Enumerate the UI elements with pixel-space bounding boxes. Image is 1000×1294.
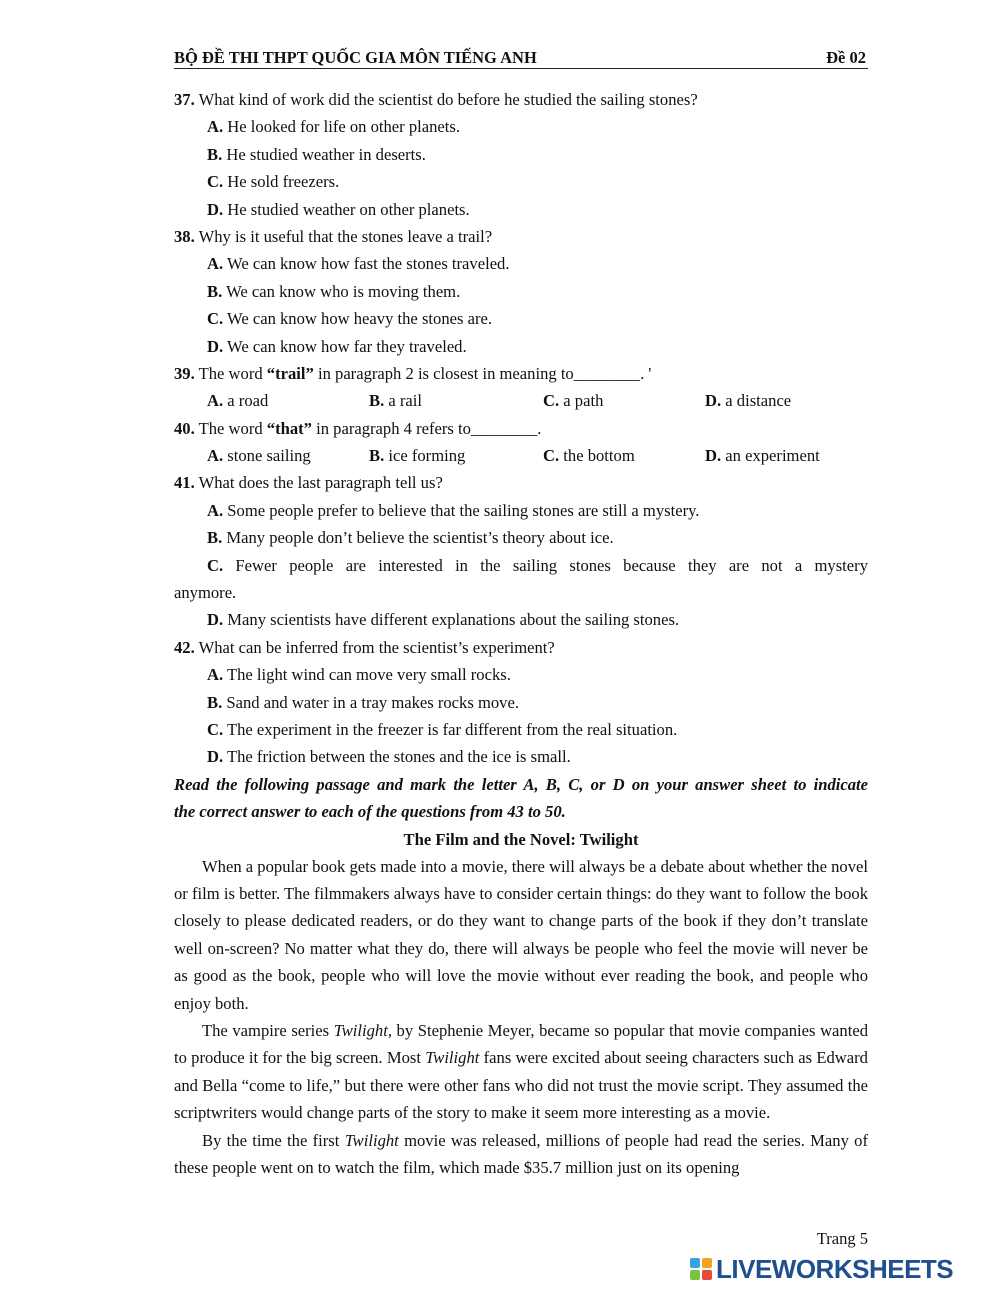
instruction-line-2: the correct answer to each of the questions from 43 to 50. <box>174 802 566 822</box>
passage-title: The Film and the Novel: Twilight <box>403 829 639 849</box>
question-41: 41. What does the last paragraph tell us? <box>174 473 443 493</box>
option[interactable]: A. Some people prefer to believe that the sailing stones are still a mystery. <box>207 500 700 520</box>
option[interactable]: C. He sold freezers. <box>207 172 340 192</box>
option[interactable]: C. Fewer people are interested in the sailing stones because they are not a mystery <box>207 555 868 575</box>
option[interactable]: C. the bottom <box>543 446 635 466</box>
question-42: 42. What can be inferred from the scientist’s experiment? <box>174 637 555 657</box>
page-header <box>174 46 868 69</box>
question-40: 40. The word “that” in paragraph 4 refers to________. <box>174 418 542 438</box>
passage-paragraph-3: By the time the first Twilight movie was released, millions of people had read the series. Many of these people went on to watch the film, which made $35.7 million just on its opening <box>174 1130 868 1178</box>
exam-series-title: BỘ ĐỀ THI THPT QUỐC GIA MÔN TIẾNG ANH <box>174 48 537 67</box>
option[interactable]: C. The experiment in the freezer is far different from the real situation. <box>207 719 678 739</box>
option[interactable]: A. He looked for life on other planets. <box>207 117 460 137</box>
liveworksheets-logo-icon <box>690 1258 712 1280</box>
liveworksheets-brand[interactable] <box>690 1254 990 1284</box>
exam-number: Đề 02 <box>826 48 866 67</box>
page-content <box>174 86 868 1181</box>
option[interactable]: B. a rail <box>369 391 422 411</box>
option[interactable]: D. an experiment <box>705 446 820 466</box>
options-row <box>174 387 868 414</box>
question-37: 37. What kind of work did the scientist do before he studied the sailing stones? <box>174 90 698 109</box>
options-row <box>174 442 868 469</box>
liveworksheets-wordmark: LIVEWORKSHEETS <box>716 1254 954 1284</box>
page-number: Trang 5 <box>816 1229 868 1248</box>
question-39: 39. The word “trail” in paragraph 2 is closest in meaning to________. ' <box>174 363 652 383</box>
option[interactable]: A. We can know how fast the stones traveled. <box>207 254 510 274</box>
passage-paragraph-1: When a popular book gets made into a movie, there will always be a debate about whether the novel or film is better. The filmmakers always have to consider certain things: do they want to follow the book closely to please dedicated readers, or do they want to change parts of the book if they don’t translate well on-screen? No matter what they do, there will always be people who feel the movie will never be as good as the book, people who will love the movie without ever reading the book, and people who enjoy both. <box>174 856 868 1013</box>
option[interactable]: D. Many scientists have different explanations about the sailing stones. <box>207 610 680 630</box>
option[interactable]: D. The friction between the stones and the ice is small. <box>207 747 571 767</box>
question-38: 38. Why is it useful that the stones leave a trail? <box>174 226 493 246</box>
option[interactable]: B. ice forming <box>369 446 466 466</box>
option-continuation: anymore. <box>174 583 237 603</box>
option[interactable]: C. We can know how heavy the stones are. <box>207 309 492 329</box>
option[interactable]: D. We can know how far they traveled. <box>207 336 467 356</box>
option[interactable]: A. a road <box>207 391 269 411</box>
option[interactable]: A. The light wind can move very small rocks. <box>207 665 511 685</box>
passage-paragraph-2: The vampire series Twilight, by Stephenie Meyer, became so popular that movie companies wanted to produce it for the big screen. Most Twilight fans were excited about seeing characters such as Edward and Bella “come to life,” but there were other fans who did not trust the movie script. They assumed the scriptwriters would change parts of the story to make it seem more interesting as a movie. <box>174 1020 868 1123</box>
option[interactable]: A. stone sailing <box>207 446 311 466</box>
option[interactable]: D. a distance <box>705 391 792 411</box>
option[interactable]: B. Many people don’t believe the scientist’s theory about ice. <box>207 528 614 548</box>
option[interactable]: B. Sand and water in a tray makes rocks move. <box>207 692 519 712</box>
instruction-line-1: Read the following passage and mark the letter A, B, C, or D on your answer sheet to indicate <box>174 774 868 794</box>
option[interactable]: D. He studied weather on other planets. <box>207 199 470 219</box>
option[interactable]: B. We can know who is moving them. <box>207 281 461 301</box>
option[interactable]: C. a path <box>543 391 604 411</box>
option[interactable]: B. He studied weather in deserts. <box>207 144 426 164</box>
